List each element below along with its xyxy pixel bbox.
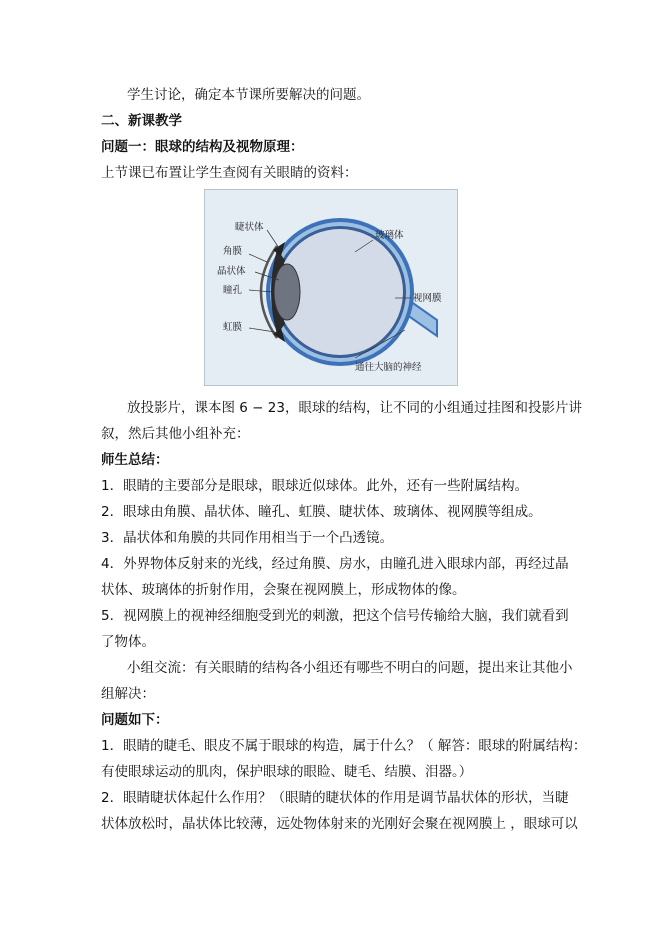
summary-item-4-line-1: 4．外界物体反射来的光线，经过角膜、房水，由瞳孔进入眼球内部，再经过晶 xyxy=(101,556,569,572)
label-ciliary: 睫状体 xyxy=(235,222,264,233)
question-one-heading: 问题一：眼球的结构及视物原理： xyxy=(101,139,304,155)
label-retina: 视网膜 xyxy=(413,293,442,304)
label-iris: 虹膜 xyxy=(223,322,243,333)
question-1-line-1: 1．眼睛的睫毛、眼皮不属于眼球的构造，属于什么？（ 解答：眼球的附属结构： xyxy=(101,738,587,754)
summary-item-1: 1．眼睛的主要部分是眼球，眼球近似球体。此外，还有一些附属结构。 xyxy=(101,478,529,494)
summary-item-5-line-2: 了物体。 xyxy=(101,634,155,650)
label-vitreous: 玻璃体 xyxy=(375,230,404,241)
eye-diagram-svg xyxy=(205,190,459,387)
label-cornea: 角膜 xyxy=(223,246,243,257)
label-lens: 晶状体 xyxy=(217,266,246,277)
summary-item-2: 2．眼球由角膜、晶状体、瞳孔、虹膜、睫状体、玻璃体、视网膜等组成。 xyxy=(101,504,542,520)
label-pupil: 瞳孔 xyxy=(223,285,243,296)
group-exchange-line-2: 组解决： xyxy=(101,686,155,702)
projection-line-2: 叙，然后其他小组补充： xyxy=(101,426,250,442)
preview-note: 上节课已布置让学生查阅有关眼睛的资料： xyxy=(101,165,358,181)
question-1-line-2: 有使眼球运动的肌肉，保护眼球的眼睑、睫毛、结膜、泪器。） xyxy=(101,764,473,780)
summary-item-3: 3．晶状体和角膜的共同作用相当于一个凸透镜。 xyxy=(101,530,394,546)
projection-line-1: 放投影片，课本图 6 − 23，眼球的结构，让不同的小组通过挂图和投影片讲 xyxy=(127,400,582,416)
question-2-line-2: 状体放松时，晶状体比较薄，远处物体射来的光刚好会聚在视网膜上 ，眼球可以 xyxy=(101,816,578,832)
label-nerve: 通往大脑的神经 xyxy=(355,362,422,373)
summary-item-4-line-2: 状体、玻璃体的折射作用，会聚在视网膜上，形成物体的像。 xyxy=(101,582,466,598)
questions-heading: 问题如下： xyxy=(101,712,169,728)
lens-shape xyxy=(274,264,300,320)
section-heading: 二、新课教学 xyxy=(101,113,182,129)
line-intro: 学生讨论，确定本节课所要解决的问题。 xyxy=(127,87,370,103)
eye-diagram xyxy=(204,189,458,386)
summary-item-5-line-1: 5．视网膜上的视神经细胞受到光的刺激，把这个信号传输给大脑，我们就看到 xyxy=(101,608,569,624)
summary-heading: 师生总结： xyxy=(101,452,169,468)
question-2-line-1: 2．眼睛睫状体起什么作用？（眼睛的睫状体的作用是调节晶状体的形状，当睫 xyxy=(101,790,569,806)
group-exchange-line-1: 小组交流：有关眼睛的结构各小组还有哪些不明白的问题，提出来让其他小 xyxy=(127,660,573,676)
